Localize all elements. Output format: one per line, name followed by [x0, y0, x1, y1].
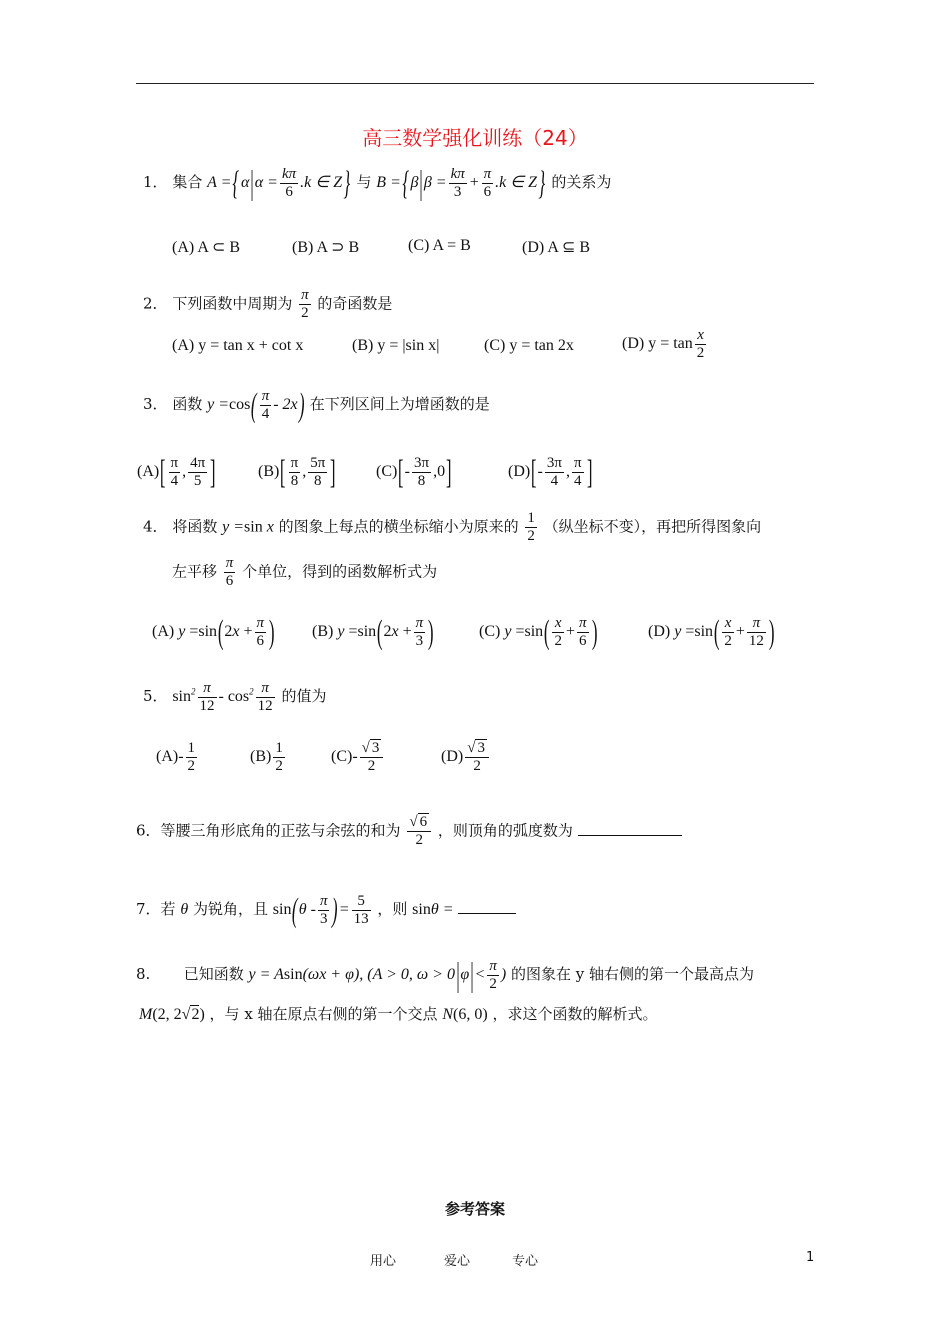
q3-tail: 在下列区间上为增函数的是 — [309, 395, 490, 414]
q6-text: 6．等腰三角形底角的正弦与余弦的和为 — [136, 821, 401, 840]
question-4 — [143, 510, 761, 545]
question-7 — [136, 893, 516, 928]
q5-expression: $\sin^2$ $\frac{\pi}{12}$ - $\cos^2$ $\frac{\pi}{12}$ — [172, 680, 273, 714]
q1-option-b: (B) A ⊃ B — [292, 239, 360, 256]
q1-option-a: (A) A ⊂ B — [172, 239, 241, 256]
theta-symbol: θ — [180, 901, 189, 919]
q5-number: 5． — [143, 687, 168, 706]
q8-line2a: ，与 x 轴在原点右侧的第一个交点 — [209, 1005, 438, 1023]
q4-option-c: (C) y =sin( $\frac{x}{2}$ + $\frac{\pi}{6}$ ) — [479, 613, 598, 651]
point-n: N(6, 0) — [442, 1006, 488, 1023]
q7-equation: sin(θ - $\frac{\pi}{3}$ )= $\frac{5}{13}$ — [272, 891, 369, 929]
q7-answer-blank[interactable] — [458, 913, 516, 914]
q8-stem: 已知函数 — [183, 965, 244, 984]
q4-tail: （纵坐标不变），再把所得图象向 — [543, 517, 762, 536]
q7-sin-theta: sinθ = — [412, 901, 454, 919]
q4-function: y =sin x — [222, 518, 274, 536]
q3-option-b: (B)[ $\frac{\pi}{8}$ , $\frac{5\pi}{8}$ ] — [258, 453, 336, 491]
q7-tail: ，则 — [377, 900, 408, 919]
q1-stem: 集合 — [172, 173, 203, 192]
q2-number: 2． — [143, 294, 168, 313]
question-4-line2 — [172, 555, 437, 590]
q4-line2a: 左平移 — [172, 562, 218, 581]
question-8-line2 — [139, 1003, 657, 1024]
question-8 — [136, 958, 754, 993]
q1-option-c: (C) A = B — [408, 237, 471, 254]
q8-function: y = Asin(ωx + φ), (A > 0, ω > 0|φ|< $\frac{\pi}{2}$ ) — [248, 956, 507, 994]
q3-number: 3． — [143, 395, 168, 414]
set-b-formula: B ={β|β = $\frac{k\pi}{3}$ + $\frac{\pi}{6}$ .k ∈ Z} — [376, 164, 546, 202]
q5-option-d: (D) $\frac{√ 3}{2}$ — [441, 740, 491, 775]
footer-right: 专心 — [512, 1254, 539, 1269]
q3-option-d: (D)[- $\frac{3\pi}{4}$ , $\frac{\pi}{4}$ ] — [508, 453, 593, 491]
q4-option-b: (B) y =sin(2x + $\frac{\pi}{3}$ ) — [312, 613, 434, 651]
q4-line2b: 个单位，得到的函数解析式为 — [242, 562, 438, 581]
question-6 — [136, 814, 682, 849]
q6-tail: ，则顶角的弧度数为 — [437, 821, 573, 840]
q4-option-d: (D) y =sin( $\frac{x}{2}$ + $\frac{\pi}{12}$ ) — [648, 613, 775, 651]
q8-line2b: ，求这个函数的解析式。 — [492, 1005, 658, 1023]
page-number: 1 — [806, 1250, 815, 1265]
q2-stem: 下列函数中周期为 — [172, 294, 293, 313]
q4-stem: 将函数 — [172, 517, 218, 536]
q1-option-d: (D) A ⊆ B — [522, 239, 591, 256]
q3-stem: 函数 — [172, 395, 203, 414]
point-m: M(2, 2√2) — [139, 1006, 205, 1023]
sqrt6-over-2: $\frac{√ 6}{2}$ — [407, 814, 431, 849]
q4-number: 4． — [143, 517, 168, 536]
q5-tail: 的值为 — [281, 687, 327, 706]
footer-left: 用心 — [370, 1254, 397, 1269]
one-half: $\frac{1}{2}$ — [527, 510, 535, 544]
q6-answer-blank[interactable] — [578, 835, 682, 836]
question-1 — [143, 166, 611, 201]
q7-number: 7．若 — [136, 900, 176, 919]
q2-option-d: (D) y = tan $\frac{x}{2}$ — [622, 327, 705, 361]
footer-mid: 爱心 — [444, 1254, 471, 1269]
q8-number: 8. — [136, 965, 151, 984]
question-3 — [143, 388, 490, 423]
q3-function: y =cos( $\frac{\pi}{4}$ - 2x) — [207, 386, 305, 424]
q7-mid: 为锐角，且 — [192, 900, 268, 919]
q4-mid: 的图象上每点的横坐标缩小为原来的 — [278, 517, 519, 536]
q3-option-a: (A)[ $\frac{\pi}{4}$ , $\frac{4\pi}{5}$ ] — [137, 453, 216, 491]
q1-number: 1． — [143, 173, 168, 192]
q8-tail: 的图象在 y 轴右侧的第一个最高点为 — [510, 965, 754, 984]
answers-heading: 参考答案 — [444, 1200, 505, 1218]
pi-over-2: $\frac{\pi}{2}$ — [301, 287, 309, 321]
q1-between: 与 — [356, 173, 372, 192]
q5-option-b: (B) $\frac{1}{2}$ — [250, 740, 283, 774]
q2-option-b: (B) y = |sin x| — [352, 337, 440, 354]
page-title: 高三数学强化训练（24） — [362, 126, 588, 150]
q2-option-a: (A) y = tan x + cot x — [172, 337, 304, 354]
question-5 — [143, 680, 326, 715]
question-2 — [143, 287, 392, 322]
q5-option-c: (C)- $\frac{√ 3}{2}$ — [331, 740, 385, 775]
pi-over-6: $\frac{\pi}{6}$ — [225, 555, 234, 589]
set-a-formula: A ={α|α = $\frac{k\pi}{6}$ .k ∈ Z} — [207, 164, 351, 202]
q2-option-c: (C) y = tan 2x — [484, 337, 574, 354]
header-rule — [136, 83, 814, 84]
q2-tail: 的奇函数是 — [317, 294, 393, 313]
q5-option-a: (A)- $\frac{1}{2}$ — [156, 740, 196, 774]
q4-option-a: (A) y =sin(2x + $\frac{\pi}{6}$ ) — [152, 613, 275, 651]
q1-tail: 的关系为 — [551, 173, 612, 192]
q3-option-c: (C)[- $\frac{3\pi}{8}$ ,0] — [376, 453, 452, 491]
